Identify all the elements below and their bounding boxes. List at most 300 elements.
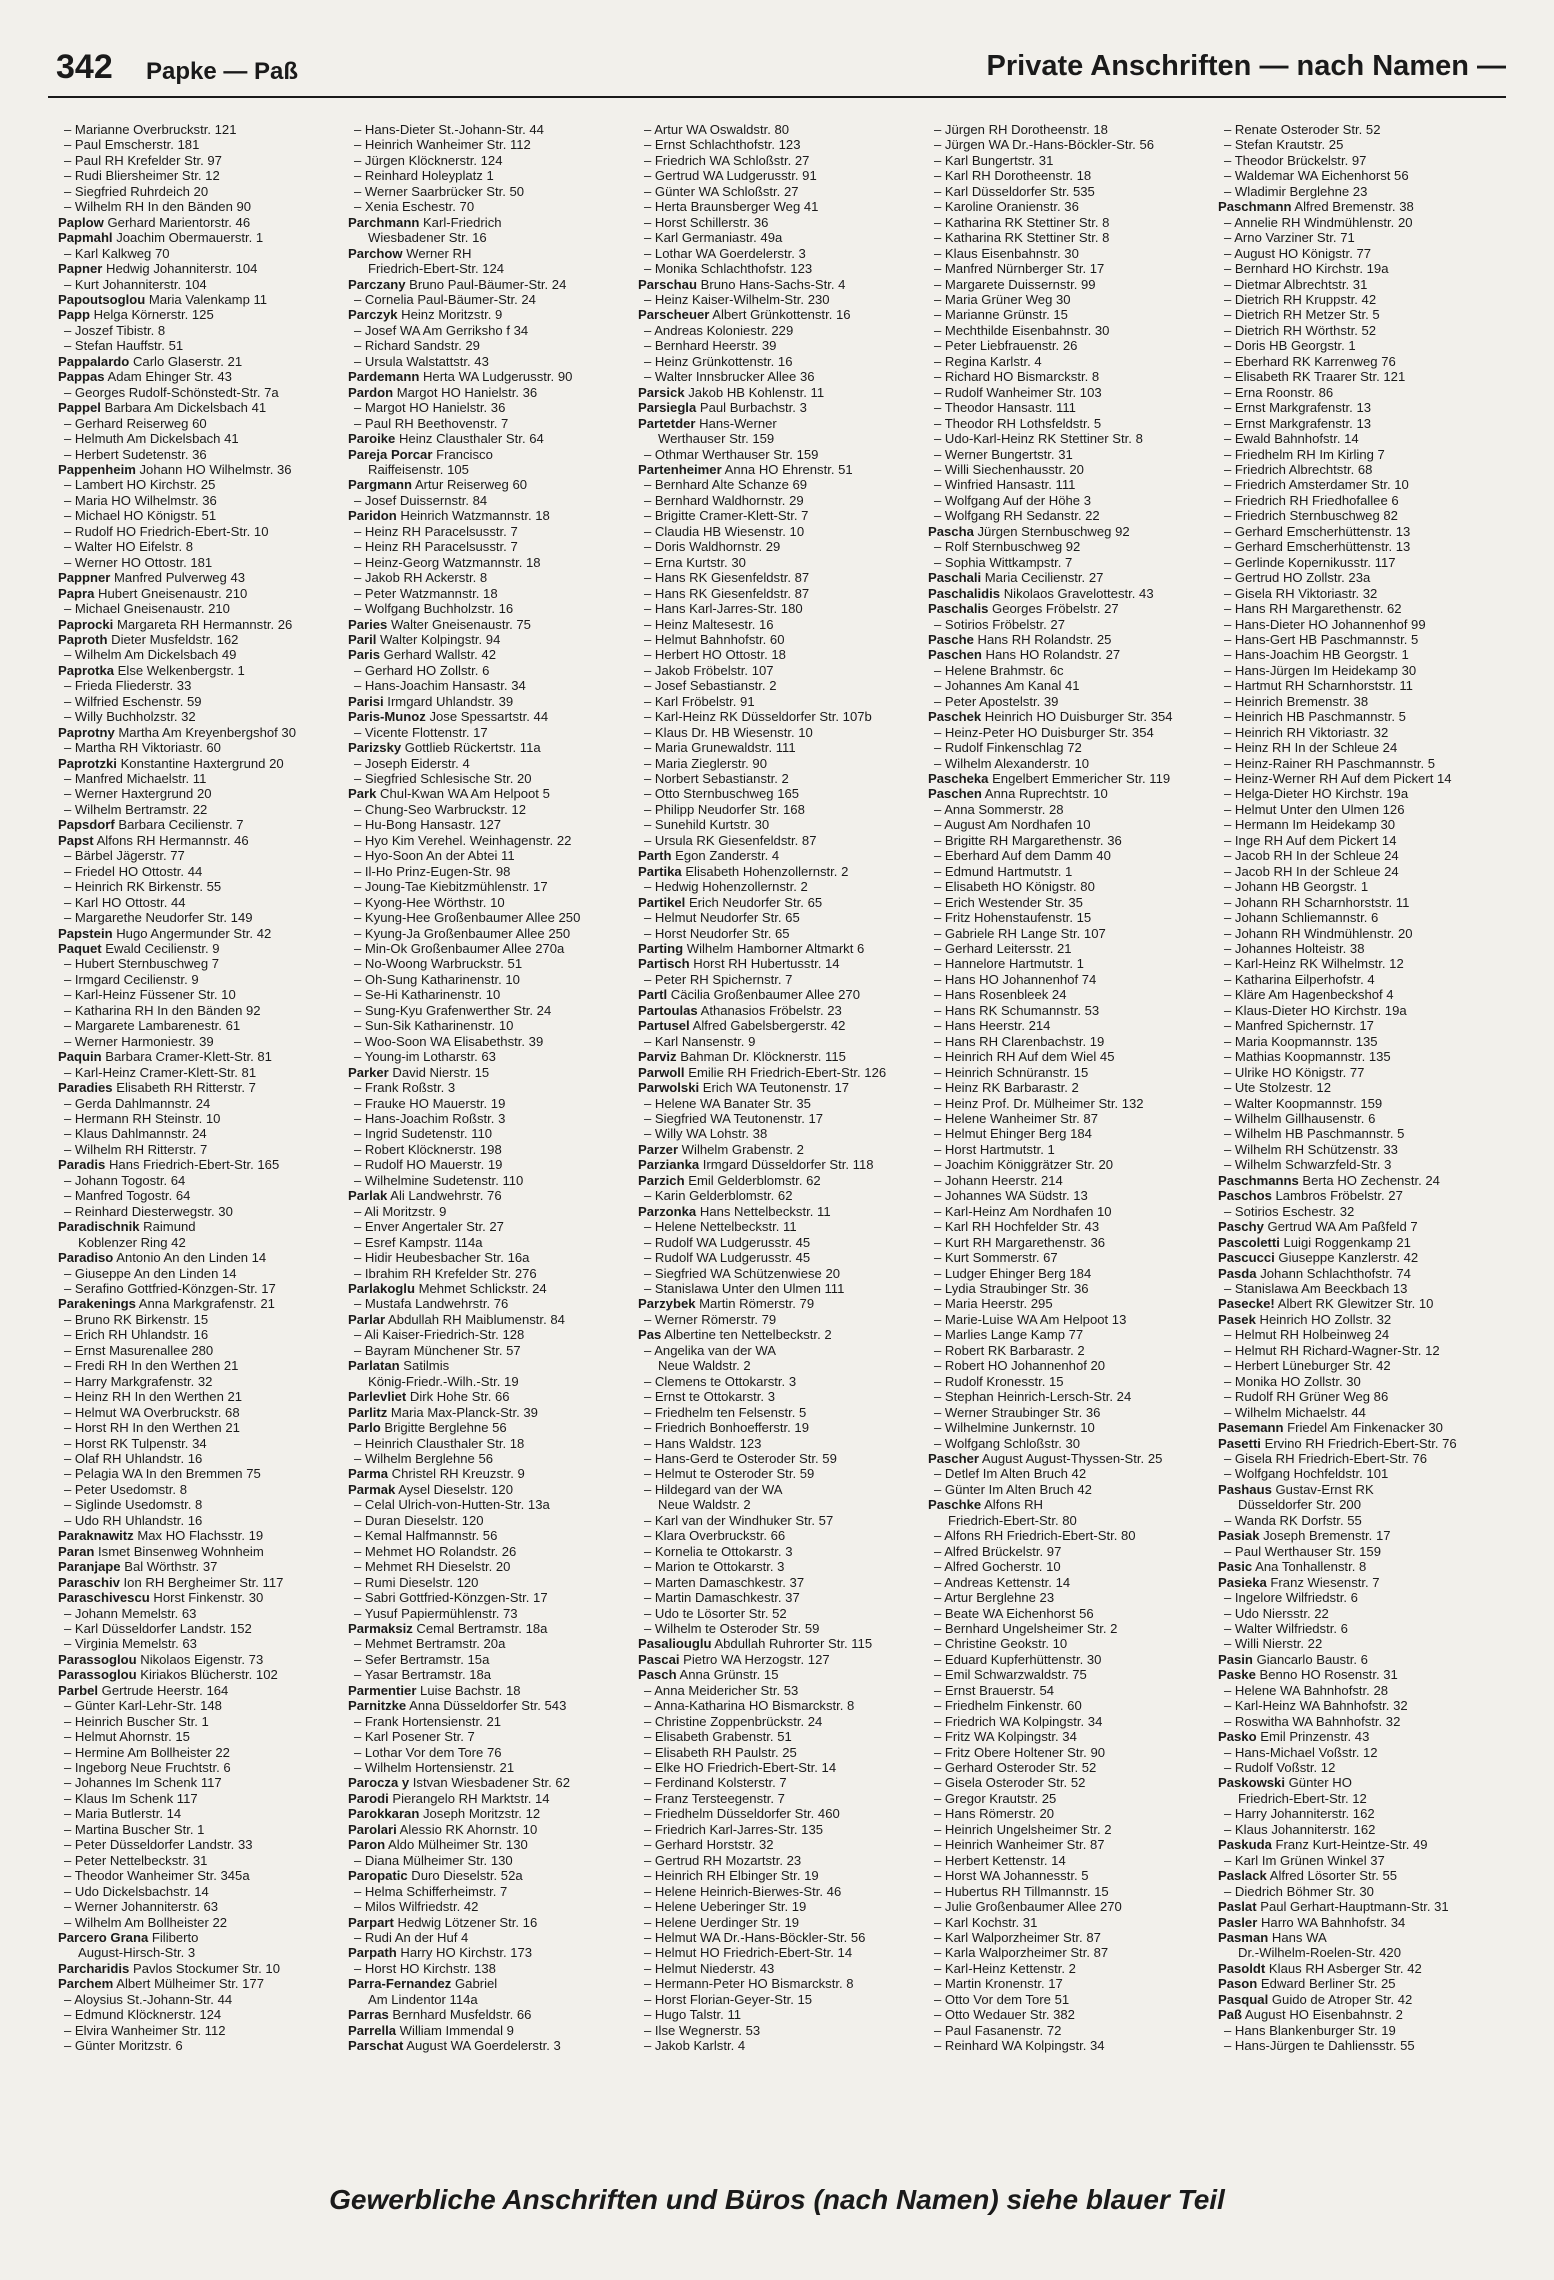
- directory-entry: – Beate WA Eichenhorst 56: [928, 1606, 1210, 1621]
- directory-entry: [58, 354, 340, 369]
- surname: Pasda: [1218, 1265, 1257, 1281]
- surname: Paprotzki: [58, 755, 117, 771]
- entry-details: Walter Gneisenaustr. 75: [387, 616, 531, 632]
- surname: Pargmann: [348, 477, 413, 493]
- directory-entry: – Othmar Werthauser Str. 159: [638, 447, 920, 462]
- directory-entry: [1218, 1420, 1500, 1435]
- directory-entry: – Martina Buscher Str. 1: [58, 1822, 340, 1837]
- directory-entry: – Udo te Lösorter Str. 52: [638, 1606, 920, 1621]
- directory-entry: – Klaus Dr. HB Wiesenstr. 10: [638, 725, 920, 740]
- surname: Partetder: [638, 415, 696, 431]
- directory-entry: – Wilfried Eschenstr. 59: [58, 694, 340, 709]
- directory-entry: – Hans-Jürgen Im Heidekamp 30: [1218, 663, 1500, 678]
- directory-entry: – Dietrich RH Wörthstr. 52: [1218, 323, 1500, 338]
- surname: Paschali: [928, 570, 982, 586]
- directory-entry: – Heinz RH In der Schleue 24: [1218, 740, 1500, 755]
- directory-entry: – Gerhard Emscherhüttenstr. 13: [1218, 539, 1500, 554]
- directory-entry: [1218, 1312, 1500, 1327]
- directory-entry: – Ingelore Wilfriedstr. 6: [1218, 1590, 1500, 1605]
- directory-entry: – Karoline Oranienstr. 36: [928, 199, 1210, 214]
- directory-entry: – Karl-Heinz Füssener Str. 10: [58, 987, 340, 1002]
- surname: Pasaliouglu: [638, 1636, 712, 1652]
- surname: Paris-Munoz: [348, 709, 426, 725]
- directory-entry: – Virginia Memelstr. 63: [58, 1636, 340, 1651]
- surname: Parscheuer: [638, 307, 710, 323]
- directory-entry: – Heinz-Peter HO Duisburger Str. 354: [928, 725, 1210, 740]
- directory-entry: [638, 1204, 920, 1219]
- directory-entry: – Hans-Dieter HO Johannenhof 99: [1218, 617, 1500, 632]
- entry-details: Joseph Bremenstr. 17: [1259, 1528, 1391, 1544]
- directory-entry: – Mustafa Landwehrstr. 76: [348, 1296, 630, 1311]
- entry-details: Max HO Flachsstr. 19: [133, 1528, 264, 1544]
- entry-details: Irmgard Düsseldorfer Str. 118: [699, 1157, 874, 1173]
- directory-entry: – Waldemar WA Eichenhorst 56: [1218, 168, 1500, 183]
- directory-entry: – Heinz Maltesestr. 16: [638, 617, 920, 632]
- entry-details: Hans Nettelbeckstr. 11: [696, 1203, 831, 1219]
- entry-details: Jürgen Sternbuschweg 92: [973, 523, 1130, 539]
- directory-entry: – Otto Wedauer Str. 382: [928, 2007, 1210, 2022]
- directory-entry: – Ernst Markgrafenstr. 13: [1218, 400, 1500, 415]
- directory-entry: – Johann RH Windmühlenstr. 20: [1218, 926, 1500, 941]
- surname: Pasoldt: [1218, 1960, 1266, 1976]
- directory-entry: – Heinrich Buscher Str. 1: [58, 1714, 340, 1729]
- directory-entry: – Helmut Ehinger Berg 184: [928, 1126, 1210, 1141]
- surname: Parwolski: [638, 1080, 700, 1096]
- entry-details: Paul Gerhart-Hauptmann-Str. 31: [1256, 1899, 1449, 1915]
- directory-entry: – Monika HO Zollstr. 30: [1218, 1374, 1500, 1389]
- directory-entry: – Il-Ho Prinz-Eugen-Str. 98: [348, 864, 630, 879]
- entry-details: Gustav-Ernst RK: [1271, 1481, 1374, 1497]
- directory-entry: – Klaus-Dieter HO Kirchstr. 19a: [1218, 1003, 1500, 1018]
- directory-entry: – Gerhard HO Zollstr. 6: [348, 663, 630, 678]
- directory-entry: [1218, 1575, 1500, 1590]
- entry-details: Abdullah Ruhrorter Str. 115: [711, 1636, 873, 1652]
- surname: Papner: [58, 261, 103, 277]
- directory-entry: – Hugo Talstr. 11: [638, 2007, 920, 2022]
- directory-entry: – Herbert Sudetenstr. 36: [58, 447, 340, 462]
- directory-entry: [928, 632, 1210, 647]
- directory-entry: – Wolfgang Hochfeldstr. 101: [1218, 1466, 1500, 1481]
- entry-details: Mehmet Schlickstr. 24: [414, 1280, 547, 1296]
- surname: Pasko: [1218, 1729, 1257, 1745]
- directory-entry: – Marten Damaschkestr. 37: [638, 1575, 920, 1590]
- entry-details: Aldo Mülheimer Str. 130: [385, 1837, 528, 1853]
- directory-entry: [348, 1405, 630, 1420]
- surname: Pardemann: [348, 369, 420, 385]
- directory-entry: – Elisabeth RK Traarer Str. 121: [1218, 369, 1500, 384]
- directory-entry: – Doris HB Georgstr. 1: [1218, 338, 1500, 353]
- directory-entry: – Karl-Heinz WA Bahnhofstr. 32: [1218, 1698, 1500, 1713]
- directory-entry: – Manfred Togostr. 64: [58, 1188, 340, 1203]
- directory-entry: – Hans HO Johannenhof 74: [928, 972, 1210, 987]
- directory-entry: – Siegfried WA Schützenwiese 20: [638, 1266, 920, 1281]
- directory-entry: – Fritz WA Kolpingstr. 34: [928, 1729, 1210, 1744]
- directory-entry: – Alfons RH Friedrich-Ebert-Str. 80: [928, 1528, 1210, 1543]
- directory-entry: – Bayram Münchener Str. 57: [348, 1343, 630, 1358]
- entry-details: Klaus RH Asberger Str. 42: [1265, 1960, 1422, 1976]
- directory-entry: – Karl-Heinz RK Düsseldorfer Str. 107b: [638, 709, 920, 724]
- directory-entry: – Klaus Dahlmannstr. 24: [58, 1126, 340, 1141]
- directory-column-3: [638, 122, 920, 2162]
- surname: Pascucci: [1218, 1250, 1275, 1266]
- entry-details: Karl-Friedrich: [419, 214, 502, 230]
- directory-entry: – Wolfgang Auf der Höhe 3: [928, 493, 1210, 508]
- directory-entry: – Heinrich RH Viktoriastr. 32: [1218, 725, 1500, 740]
- directory-entry: – Xenia Eschestr. 70: [348, 199, 630, 214]
- entry-details: Anna Grünstr. 15: [676, 1667, 779, 1683]
- directory-entry: – Werner Saarbrücker Str. 50: [348, 184, 630, 199]
- directory-entry: – Friedrich RH Friedhofallee 6: [1218, 493, 1500, 508]
- directory-entry: – Johannes Holteistr. 38: [1218, 941, 1500, 956]
- surname: Parschat: [348, 2038, 404, 2054]
- directory-entry: [1218, 1652, 1500, 1667]
- directory-entry: – Ernst Brauerstr. 54: [928, 1683, 1210, 1698]
- entry-details: Dirk Hohe Str. 66: [406, 1389, 510, 1405]
- entry-details: Edward Berliner Str. 25: [1257, 1976, 1396, 1992]
- entry-details: Werner RH: [402, 245, 472, 261]
- directory-entry: – Peter Liebfrauenstr. 26: [928, 338, 1210, 353]
- directory-entry: – Emil Schwarzwaldstr. 75: [928, 1667, 1210, 1682]
- directory-entry: – Heinrich Bremenstr. 38: [1218, 694, 1500, 709]
- directory-entry: [348, 277, 630, 292]
- directory-entry: – Wolfgang Schloßstr. 30: [928, 1436, 1210, 1451]
- directory-entry: – Doris Waldhornstr. 29: [638, 539, 920, 554]
- directory-entry: [58, 725, 340, 740]
- surname: Paschke: [928, 1497, 982, 1513]
- directory-entry: – Gisela RH Friedrich-Ebert-Str. 76: [1218, 1451, 1500, 1466]
- surname: Parpart: [348, 1914, 394, 1930]
- directory-entry: – Otto Sternbuschweg 165: [638, 786, 920, 801]
- directory-entry: [58, 1559, 340, 1574]
- directory-entry: [638, 462, 920, 477]
- directory-entry: [638, 307, 920, 322]
- directory-entry: – Rolf Sternbuschweg 92: [928, 539, 1210, 554]
- directory-entry: – Sophia Wittkampstr. 7: [928, 555, 1210, 570]
- directory-entry: – Rudolf Kronesstr. 15: [928, 1374, 1210, 1389]
- directory-entry: – Wilhelm te Osteroder Str. 59: [638, 1621, 920, 1636]
- directory-entry: – Helmut HO Friedrich-Ebert-Str. 14: [638, 1945, 920, 1960]
- surname: Parlakoglu: [348, 1280, 415, 1296]
- entry-details: Bruno Paul-Bäumer-Str. 24: [405, 276, 567, 292]
- directory-entry: – Lothar WA Goerdelerstr. 3: [638, 246, 920, 261]
- directory-entry: – Manfred Spichernstr. 17: [1218, 1018, 1500, 1033]
- surname: Pasch: [638, 1667, 677, 1683]
- directory-entry: [58, 1976, 340, 1991]
- directory-entry: – Johann Schliemannstr. 6: [1218, 910, 1500, 925]
- directory-entry: – Aloysius St.-Johann-Str. 44: [58, 1992, 340, 2007]
- directory-entry: – Karl Im Grünen Winkel 37: [1218, 1853, 1500, 1868]
- directory-entry: – Sefer Bertramstr. 15a: [348, 1652, 630, 1667]
- entry-details: Abdullah RH Maiblumenstr. 84: [385, 1311, 565, 1327]
- directory-entry: – Martha RH Viktoriastr. 60: [58, 740, 340, 755]
- directory-entry: – Bernhard Waldhornstr. 29: [638, 493, 920, 508]
- directory-entry: – Erna Roonstr. 86: [1218, 385, 1500, 400]
- directory-entry: – Reinhard Holeyplatz 1: [348, 168, 630, 183]
- directory-entry: – Helmut Unter den Ulmen 126: [1218, 802, 1500, 817]
- directory-entry: – Brigitte RH Margarethenstr. 36: [928, 833, 1210, 848]
- directory-entry: [1218, 1173, 1500, 1188]
- directory-entry: – Horst Neudorfer Str. 65: [638, 926, 920, 941]
- entry-details: Nikolaos Eigenstr. 73: [136, 1651, 264, 1667]
- directory-entry: – Helmut Bahnhofstr. 60: [638, 632, 920, 647]
- directory-entry: – Joseph Eiderstr. 4: [348, 756, 630, 771]
- directory-entry: – Stanislawa Am Beeckbach 13: [1218, 1281, 1500, 1296]
- entry-details: Herta WA Ludgerusstr. 90: [419, 369, 573, 385]
- directory-entry: [58, 261, 340, 276]
- directory-entry: [638, 1003, 920, 1018]
- directory-entry: – Klaus Johanniterstr. 162: [1218, 1822, 1500, 1837]
- directory-entry: – Friedrich Albrechtstr. 68: [1218, 462, 1500, 477]
- directory-entry-continuation: August-Hirsch-Str. 3: [78, 1945, 196, 1961]
- directory-entry: [58, 1080, 340, 1095]
- directory-entry: [1218, 2007, 1500, 2022]
- surname: Parchow: [348, 245, 403, 261]
- directory-entry: – Hans Heerstr. 214: [928, 1018, 1210, 1033]
- directory-entry: – Hedwig Hohenzollernstr. 2: [638, 879, 920, 894]
- directory-entry: – Hermann RH Steinstr. 10: [58, 1111, 340, 1126]
- directory-entry: – Wilhelm Berglehne 56: [348, 1451, 630, 1466]
- directory-entry: – Karl Germaniastr. 49a: [638, 230, 920, 245]
- directory-entry: – Siegfried Ruhrdeich 20: [58, 184, 340, 199]
- directory-entry: – Wladimir Berglehne 23: [1218, 184, 1500, 199]
- directory-entry: [58, 756, 340, 771]
- directory-entry: – Duran Dieselstr. 120: [348, 1513, 630, 1528]
- directory-entry: – Johannes Am Kanal 41: [928, 678, 1210, 693]
- directory-entry: – Mehmet HO Rolandstr. 26: [348, 1544, 630, 1559]
- directory-entry: [1218, 1188, 1500, 1203]
- surname: Partusel: [638, 1018, 690, 1034]
- surname: Parcharidis: [58, 1960, 130, 1976]
- directory-entry: [638, 895, 920, 910]
- directory-entry-continuation: Am Lindentor 114a: [368, 1991, 478, 2007]
- directory-entry: [348, 1775, 630, 1790]
- directory-entry: – Horst Florian-Geyer-Str. 15: [638, 1992, 920, 2007]
- directory-entry-continuation: König-Friedr.-Wilh.-Str. 19: [368, 1373, 519, 1389]
- page-number: 342: [56, 48, 113, 86]
- directory-entry: – Annelie RH Windmühlenstr. 20: [1218, 215, 1500, 230]
- directory-entry: – Kyong-Hee Wörthstr. 10: [348, 895, 630, 910]
- directory-entry: – Martin Kronenstr. 17: [928, 1976, 1210, 1991]
- entry-details: Guido de Atroper Str. 42: [1268, 1991, 1413, 2007]
- directory-entry: – Manfred Michaelstr. 11: [58, 771, 340, 786]
- entry-details: Ismet Binsenweg Wohnheim: [94, 1543, 264, 1559]
- directory-entry: – Wilhelm RH Ritterstr. 7: [58, 1142, 340, 1157]
- entry-details: Barbara Cramer-Klett-Str. 81: [101, 1049, 272, 1065]
- directory-entry: – Jürgen Klöcknerstr. 124: [348, 153, 630, 168]
- directory-entry: – Helmut RH Richard-Wagner-Str. 12: [1218, 1343, 1500, 1358]
- directory-entry: – Friedel HO Ottostr. 44: [58, 864, 340, 879]
- directory-entry: – Hans-Joachim Hansastr. 34: [348, 678, 630, 693]
- surname: Partisch: [638, 956, 690, 972]
- entry-details: Hugo Angermunder Str. 42: [112, 925, 272, 941]
- directory-entry: – Hans-Dieter St.-Johann-Str. 44: [348, 122, 630, 137]
- directory-entry: – Hubertus RH Tillmannstr. 15: [928, 1884, 1210, 1899]
- directory-entry: – Karl-Heinz Kettenstr. 2: [928, 1961, 1210, 1976]
- directory-entry: [638, 864, 920, 879]
- surname: Partoulas: [638, 1002, 698, 1018]
- entry-details: Albert Mülheimer Str. 177: [113, 1976, 264, 1992]
- directory-entry: – Peter Apostelstr. 39: [928, 694, 1210, 709]
- directory-entry: – Clemens te Ottokarstr. 3: [638, 1374, 920, 1389]
- directory-entry: – Wilhelm Am Bollheister 22: [58, 1915, 340, 1930]
- directory-entry: – Gertrud HO Zollstr. 23a: [1218, 570, 1500, 585]
- entry-details: Hedwig Johanniterstr. 104: [102, 261, 258, 277]
- directory-entry: [58, 1683, 340, 1698]
- surname: Partl: [638, 987, 668, 1003]
- directory-entry-continuation: Düsseldorfer Str. 200: [1238, 1497, 1361, 1513]
- directory-entry: [58, 462, 340, 477]
- directory-entry: [1218, 1961, 1500, 1976]
- directory-entry: – Marianne Grünstr. 15: [928, 307, 1210, 322]
- surname: Parcero Grana: [58, 1930, 149, 1946]
- directory-entry: – Karl Fröbelstr. 91: [638, 694, 920, 709]
- directory-entry: [1218, 1528, 1500, 1543]
- surname: Parodi: [348, 1790, 389, 1806]
- directory-entry: [58, 1157, 340, 1172]
- directory-entry: – Elke HO Friedrich-Ebert-Str. 14: [638, 1760, 920, 1775]
- directory-entry: – Mechthilde Eisenbahnstr. 30: [928, 323, 1210, 338]
- directory-entry: – Harry Markgrafenstr. 32: [58, 1374, 340, 1389]
- directory-entry: – Rudolf WA Ludgerusstr. 45: [638, 1250, 920, 1265]
- directory-entry: [58, 817, 340, 832]
- directory-entry: [58, 941, 340, 956]
- surname: Pasin: [1218, 1651, 1253, 1667]
- directory-entry: – Fritz Hohenstaufenstr. 15: [928, 910, 1210, 925]
- directory-entry: – Mathias Koopmannstr. 135: [1218, 1049, 1500, 1064]
- directory-entry: – Dietmar Albrechtstr. 31: [1218, 277, 1500, 292]
- directory-entry: – Rudolf Voßstr. 12: [1218, 1760, 1500, 1775]
- entry-details: William Immendal 9: [396, 2022, 514, 2038]
- directory-entry: [1218, 1775, 1500, 1790]
- entry-details: Dieter Musfeldstr. 162: [107, 631, 239, 647]
- surname: Parzianka: [638, 1157, 700, 1173]
- directory-entry: – Maria Heerstr. 295: [928, 1296, 1210, 1311]
- directory-entry: – Wolfgang RH Sedanstr. 22: [928, 508, 1210, 523]
- directory-entry: – Hartmut RH Scharnhorststr. 11: [1218, 678, 1500, 693]
- entry-details: Christel RH Kreuzstr. 9: [388, 1466, 525, 1482]
- directory-entry: – Hans Waldstr. 123: [638, 1436, 920, 1451]
- directory-entry: – Katharina RK Stettiner Str. 8: [928, 230, 1210, 245]
- directory-entry: – Klaus Im Schenk 117: [58, 1791, 340, 1806]
- directory-column-2: [348, 122, 630, 2162]
- directory-entry: – Wilhelm Gillhausenstr. 6: [1218, 1111, 1500, 1126]
- entry-details: Pavlos Stockumer Str. 10: [129, 1960, 280, 1976]
- surname: Paslack: [1218, 1868, 1267, 1884]
- directory-entry: – Philipp Neudorfer Str. 168: [638, 802, 920, 817]
- directory-entry: – Ernst te Ottokarstr. 3: [638, 1389, 920, 1404]
- directory-entry: – Bernhard HO Kirchstr. 19a: [1218, 261, 1500, 276]
- directory-entry: – Heinrich Wanheimer Str. 87: [928, 1837, 1210, 1852]
- directory-entry: [638, 1327, 920, 1342]
- surname: Paplow: [58, 214, 104, 230]
- directory-entry: – Yasar Bertramstr. 18a: [348, 1667, 630, 1682]
- directory-columns: [58, 122, 1500, 2162]
- directory-entry: – Udo-Karl-Heinz RK Stettiner Str. 8: [928, 431, 1210, 446]
- directory-entry: – Alfred Brückelstr. 97: [928, 1544, 1210, 1559]
- directory-entry: – Ursula Walstattstr. 43: [348, 354, 630, 369]
- directory-entry: – Peter RH Spichernstr. 7: [638, 972, 920, 987]
- surname: Parth: [638, 848, 672, 864]
- entry-details: Konstantine Haxtergrund 20: [116, 755, 284, 771]
- directory-entry: – Ewald Bahnhofstr. 14: [1218, 431, 1500, 446]
- entry-details: Artur Reiserweg 60: [412, 477, 528, 493]
- directory-entry: [1218, 1837, 1500, 1852]
- directory-entry: – Hans RK Giesenfeldstr. 87: [638, 570, 920, 585]
- directory-entry: – Jakob RH Ackerstr. 8: [348, 570, 630, 585]
- directory-entry: – Kyung-Hee Großenbaumer Allee 250: [348, 910, 630, 925]
- surname: Parolari: [348, 1821, 397, 1837]
- directory-entry-continuation: Friedrich-Ebert-Str. 12: [1238, 1790, 1367, 1806]
- entry-details: Raimund: [139, 1219, 196, 1235]
- directory-entry: – Margarete Duissernstr. 99: [928, 277, 1210, 292]
- directory-entry: – Frauke HO Mauerstr. 19: [348, 1096, 630, 1111]
- directory-entry: – Helmut Neudorfer Str. 65: [638, 910, 920, 925]
- directory-entry: – Julie Großenbaumer Allee 270: [928, 1899, 1210, 1914]
- directory-entry: – Elvira Wanheimer Str. 112: [58, 2023, 340, 2038]
- surname: Partenheimer: [638, 461, 722, 477]
- directory-entry: – Ingrid Sudetenstr. 110: [348, 1126, 630, 1141]
- directory-entry: – Ulrike HO Königstr. 77: [1218, 1065, 1500, 1080]
- entry-details: Emil Gelderblomstr. 62: [684, 1172, 821, 1188]
- entry-details: Alfred Gabelsbergerstr. 42: [689, 1018, 846, 1034]
- directory-entry: [638, 956, 920, 971]
- entry-details: Anna HO Ehrenstr. 51: [721, 461, 853, 477]
- surname: Paschen: [928, 647, 982, 663]
- surname: Pappenheim: [58, 461, 136, 477]
- directory-entry: – Heinz RH In den Werthen 21: [58, 1389, 340, 1404]
- surname: Paraschivescu: [58, 1590, 150, 1606]
- entry-details: Martha Am Kreyenbergshof 30: [114, 724, 296, 740]
- entry-details: Ana Tonhallenstr. 8: [1252, 1559, 1367, 1575]
- directory-entry: – Ilse Wegnerstr. 53: [638, 2023, 920, 2038]
- directory-entry: – Rudolf Finkenschlag 72: [928, 740, 1210, 755]
- directory-entry: – Josef WA Am Gerriksho f 34: [348, 323, 630, 338]
- directory-entry: – Helma Schifferheimstr. 7: [348, 1884, 630, 1899]
- directory-entry: – No-Woong Warbruckstr. 51: [348, 956, 630, 971]
- directory-entry: – Hans-Jürgen te Dahliensstr. 55: [1218, 2038, 1500, 2053]
- surname: Paschalidis: [928, 585, 1001, 601]
- directory-entry: – Gabriele RH Lange Str. 107: [928, 926, 1210, 941]
- directory-entry: – Werner Haxtergrund 20: [58, 786, 340, 801]
- directory-entry: – Johann Memelstr. 63: [58, 1606, 340, 1621]
- surname: Papst: [58, 832, 94, 848]
- directory-entry: – Hans-Joachim HB Georgstr. 1: [1218, 647, 1500, 662]
- directory-entry: – Ursula RK Giesenfeldstr. 87: [638, 833, 920, 848]
- directory-entry: – Hermann-Peter HO Bismarckstr. 8: [638, 1976, 920, 1991]
- directory-entry: – Rudolf HO Mauerstr. 19: [348, 1157, 630, 1172]
- entry-details: Heinrich HO Zollstr. 32: [1255, 1311, 1392, 1327]
- surname: Paradies: [58, 1080, 113, 1096]
- directory-entry: – Brigitte Cramer-Klett-Str. 7: [638, 508, 920, 523]
- directory-entry: – Herbert Kettenstr. 14: [928, 1853, 1210, 1868]
- directory-entry: – Erich RH Uhlandstr. 16: [58, 1327, 340, 1342]
- directory-entry: – Serafino Gottfried-Könzgen-Str. 17: [58, 1281, 340, 1296]
- directory-entry: – Ernst Masurenallee 280: [58, 1343, 340, 1358]
- directory-entry: – Hermann Im Heidekamp 30: [1218, 817, 1500, 832]
- directory-entry: – Fredi RH In den Werthen 21: [58, 1358, 340, 1373]
- directory-entry: – Helene Brahmstr. 6c: [928, 663, 1210, 678]
- directory-entry: [58, 1961, 340, 1976]
- directory-entry: – Gisela RH Viktoriastr. 32: [1218, 586, 1500, 601]
- directory-entry: – Hans RH Margarethenstr. 62: [1218, 601, 1500, 616]
- directory-entry: – Michael Gneisenaustr. 210: [58, 601, 340, 616]
- directory-entry: – Otto Vor dem Tore 51: [928, 1992, 1210, 2007]
- directory-entry: [928, 1497, 1210, 1512]
- surname: Paron: [348, 1837, 386, 1853]
- directory-entry: [928, 771, 1210, 786]
- directory-entry: – Mehmet RH Dieselstr. 20: [348, 1559, 630, 1574]
- surname: Parakenings: [58, 1296, 136, 1312]
